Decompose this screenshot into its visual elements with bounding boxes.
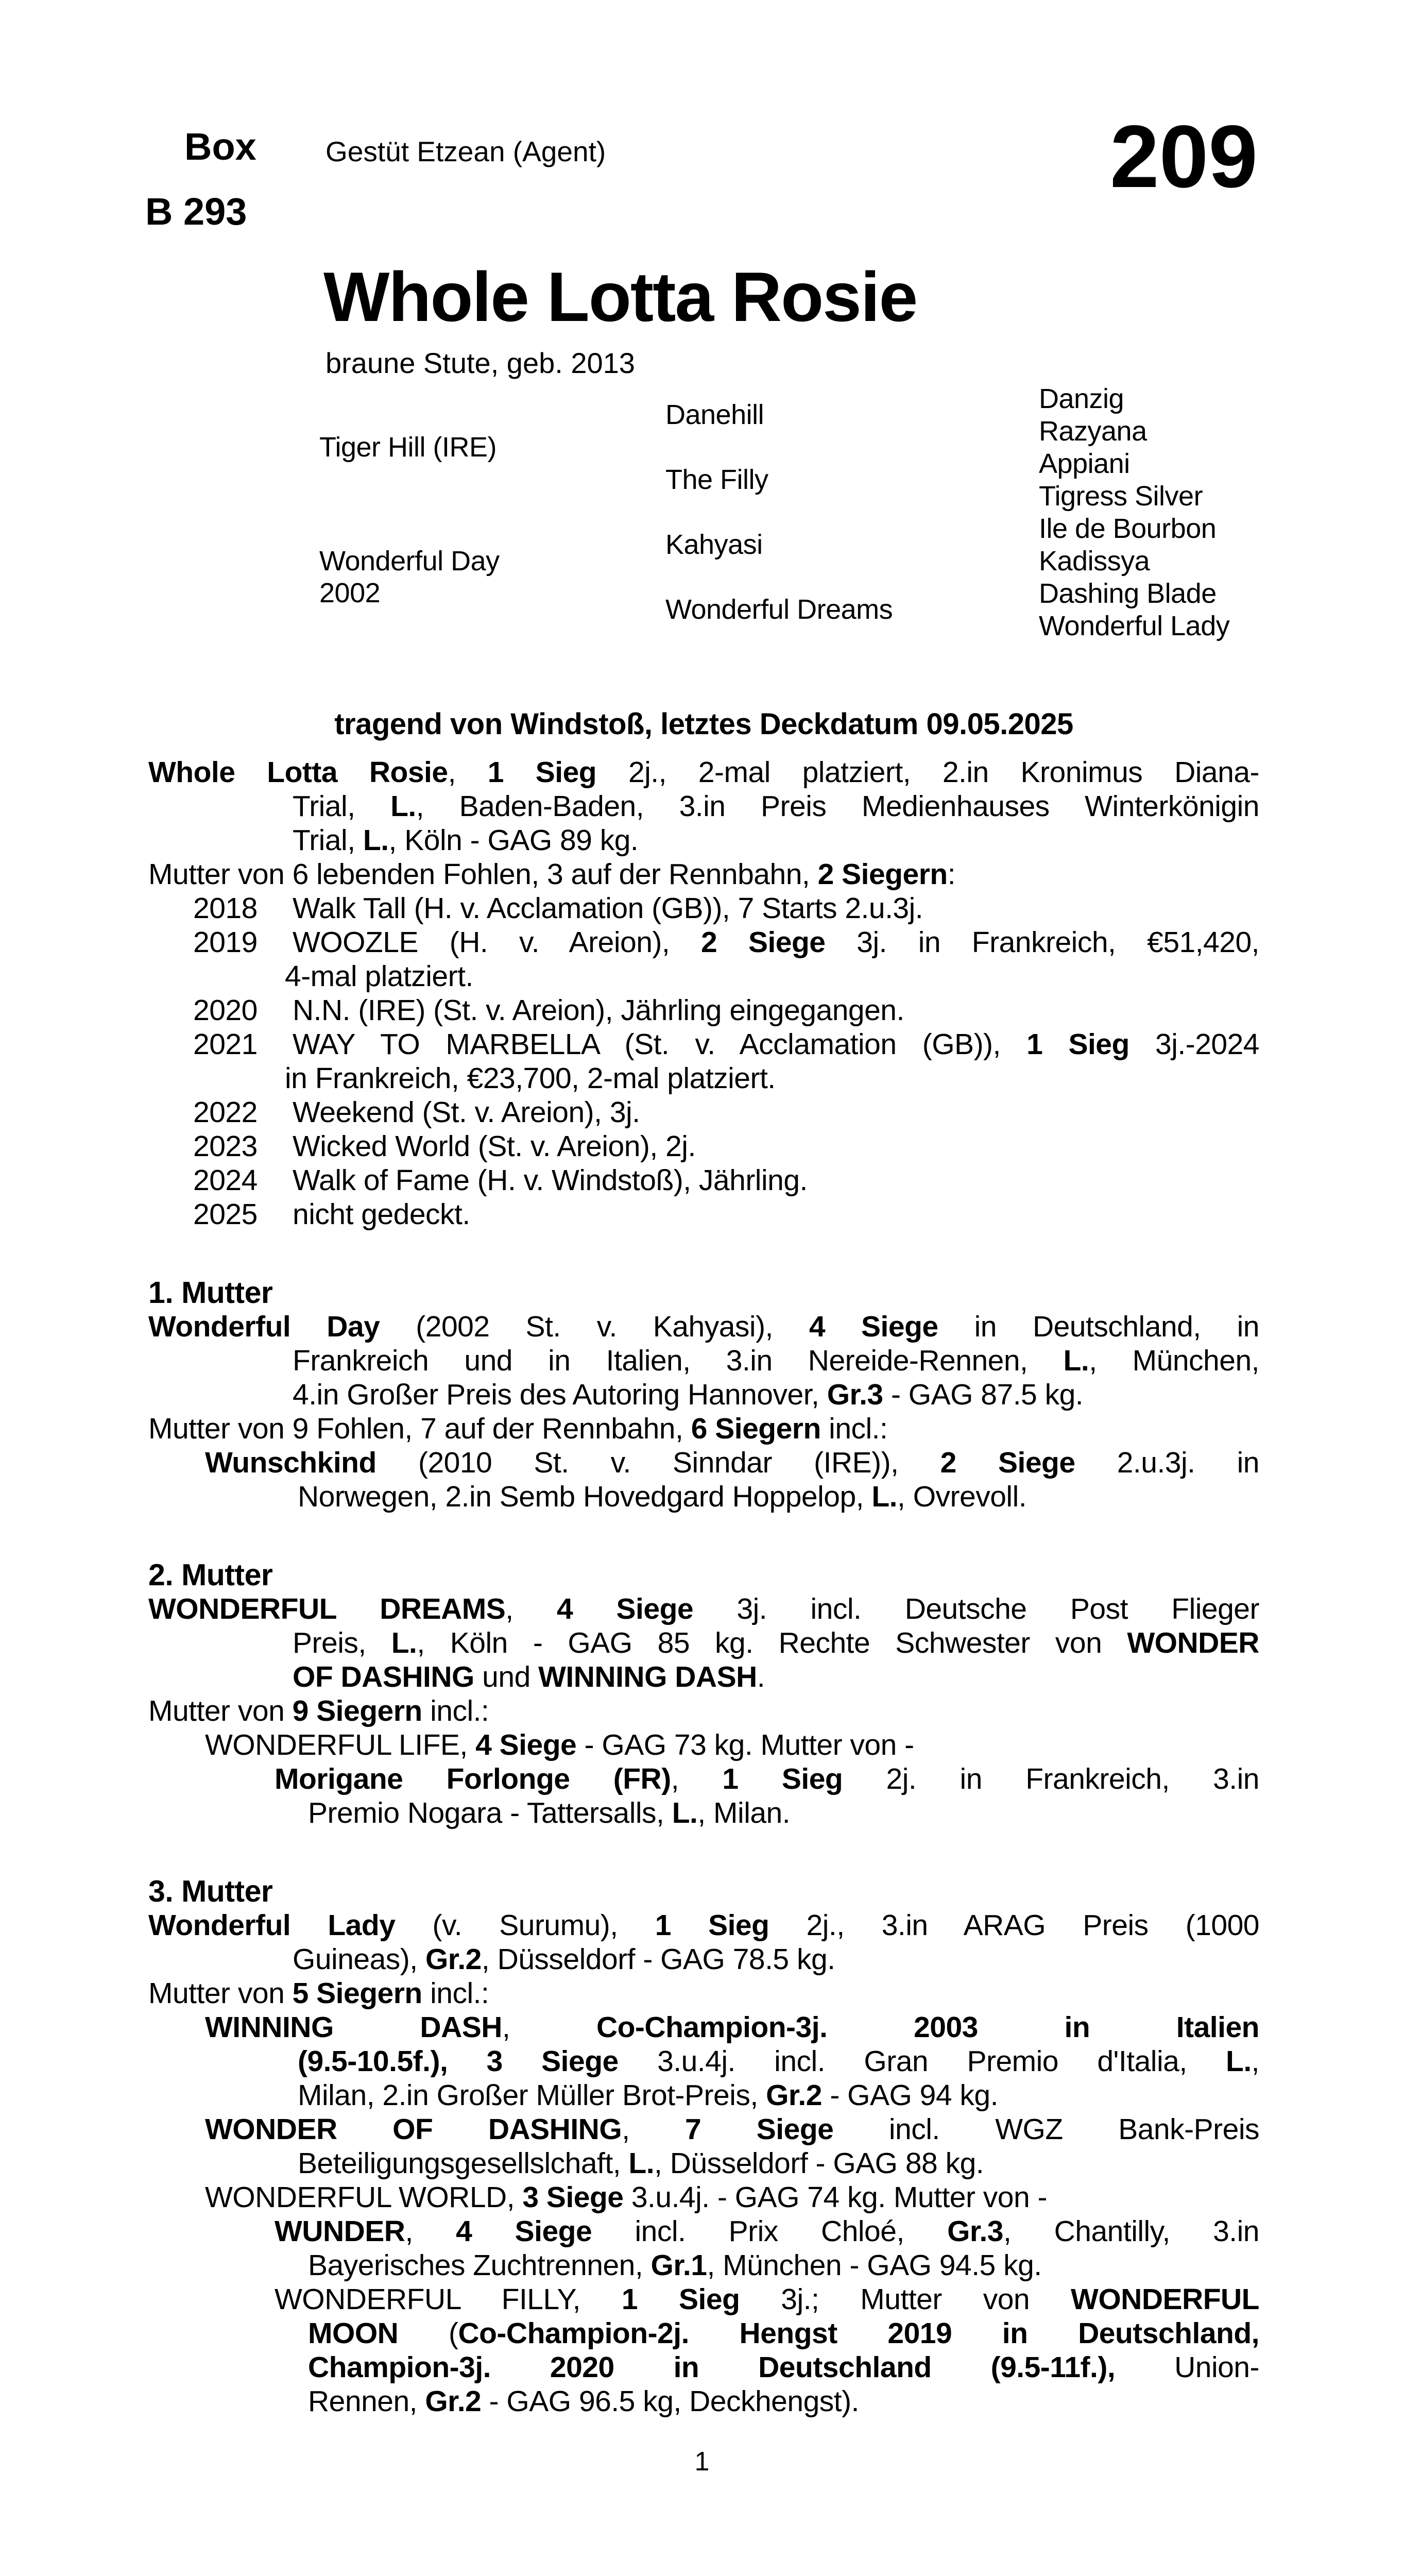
pedigree-name: Danzig [1039, 383, 1124, 414]
body-line [193, 1197, 1259, 1231]
text-run: , München - GAG 94.5 kg. [707, 2249, 1042, 2282]
emphasis-text: L. [628, 2147, 655, 2180]
body-line [293, 1942, 1259, 1976]
body-line [205, 2010, 1259, 2044]
body-line [193, 993, 1259, 1027]
emphasis-text: 4 Siege [809, 1310, 938, 1343]
text-run: , [448, 756, 488, 789]
emphasis-text: Wonderful Day [148, 1310, 380, 1343]
emphasis-text: WUNDER [275, 2215, 405, 2248]
text-run: ( [398, 2317, 458, 2350]
emphasis-text: 1 Sieg [487, 756, 597, 789]
body-line [148, 1908, 1259, 1942]
emphasis-text: Co-Champion-3j. 2003 in Italien [596, 2011, 1259, 2044]
body-line [275, 2214, 1259, 2248]
pedigree-name: Appiani [1039, 448, 1130, 479]
body-line [148, 1310, 1259, 1344]
text-run: incl. WGZ Bank-Preis [833, 2113, 1259, 2146]
pedigree-gen3-cell [1039, 447, 1130, 480]
emphasis-text: WONDER [1127, 1626, 1259, 1659]
pedigree-name: Dashing Blade [1039, 578, 1217, 609]
text-run: incl.: [422, 1694, 489, 1727]
emphasis-text: 7 Siege [685, 2113, 834, 2146]
text-run: , [505, 1592, 557, 1625]
emphasis-text: L. [1063, 1344, 1089, 1377]
body-line [293, 1344, 1259, 1378]
pedigree-gen3-cell [1039, 512, 1216, 545]
text-run: , [1251, 2045, 1259, 2078]
emphasis-text: L. [363, 824, 389, 857]
pedigree-gen3-cell [1039, 480, 1203, 512]
emphasis-text: WINNING DASH [538, 1660, 757, 1693]
pedigree-gen2-cell [665, 512, 763, 577]
text-run: WONDERFUL LIFE, [205, 1728, 476, 1761]
text-run: incl.: [820, 1412, 888, 1445]
text-run: , Düsseldorf - GAG 78.5 kg. [481, 1943, 835, 1976]
pedigree-name: Tigress Silver [1039, 480, 1203, 512]
body-line [285, 959, 1259, 993]
pedigree-gen3-cell [1039, 609, 1229, 642]
text-run: Norwegen, 2.in Semb Hovedgard Hoppelop, [298, 1480, 872, 1513]
emphasis-text: 4 Siege [456, 2215, 592, 2248]
emphasis-text: Champion-3j. 2020 in Deutschland (9.5-11f.), [308, 2351, 1116, 2384]
emphasis-text: 1 Sieg [655, 1909, 769, 1942]
lot-number: 209 [1110, 107, 1258, 206]
pedigree-body-text [148, 755, 1259, 2418]
body-line [293, 789, 1259, 823]
section-heading: 1. Mutter [148, 1276, 273, 1310]
emphasis-text: WONDER OF DASHING [205, 2113, 622, 2146]
pedigree-name: Danehill [665, 399, 764, 430]
text-run: , Baden-Baden, 3.in Preis Medienhauses Winterkönigin [416, 790, 1259, 823]
emphasis-text: 5 Siegern [292, 1977, 422, 2010]
body-line [298, 2044, 1259, 2078]
text-run: 3j.; Mutter von [740, 2283, 1071, 2316]
text-run: 3.u.4j. incl. Gran Premio d'Italia, [618, 2045, 1226, 2078]
foal-year: 2019 [193, 926, 258, 959]
body-line [293, 1378, 1259, 1412]
body-line [148, 1592, 1259, 1626]
text-run: Trial, [293, 790, 391, 823]
body-line [193, 925, 1259, 959]
text-run: WONDERFUL FILLY, [275, 2283, 622, 2316]
emphasis-text: 3 Siege [522, 2181, 624, 2214]
foal-year: 2020 [193, 994, 258, 1027]
text-run: incl.: [422, 1977, 489, 2010]
emphasis-text: L. [871, 1480, 898, 1513]
pedigree-gen3-cell [1039, 415, 1147, 447]
text-run: . [757, 1660, 765, 1693]
foal-year: 2018 [193, 892, 258, 925]
body-line [148, 1976, 1259, 2010]
body-line [205, 1728, 1259, 1762]
body-line [285, 1061, 1259, 1095]
body-line [308, 1796, 1259, 1830]
text-run: Bayerisches Zuchtrennen, [308, 2249, 651, 2282]
emphasis-text: WONDERFUL DREAMS [148, 1592, 506, 1625]
emphasis-text: 1 Sieg [621, 2283, 740, 2316]
body-line [193, 1027, 1259, 1061]
emphasis-text: L. [672, 1797, 698, 1829]
text-run: - GAG 87.5 kg. [883, 1378, 1084, 1411]
text-run: 3.u.4j. - GAG 74 kg. Mutter von - [623, 2181, 1048, 2214]
text-run: Rennen, [308, 2385, 425, 2418]
foal-year: 2025 [193, 1198, 258, 1231]
body-line [298, 2078, 1259, 2112]
page-title: Whole Lotta Rosie [323, 258, 917, 336]
pedigree-gen1-cell [319, 382, 496, 512]
emphasis-text: L. [1226, 2045, 1252, 2078]
text-run: , Chantilly, 3.in [1003, 2215, 1259, 2248]
emphasis-text: OF DASHING [293, 1660, 474, 1693]
text-run: 4-mal platziert. [285, 960, 473, 993]
text-run: , [405, 2215, 456, 2248]
emphasis-text: Whole Lotta Rosie [148, 756, 448, 789]
body-line [148, 857, 1259, 891]
text-run: in Frankreich, €23,700, 2-mal platziert. [285, 1062, 776, 1095]
text-run: , [502, 2011, 596, 2044]
emphasis-text: L. [391, 1626, 417, 1659]
body-line [193, 1163, 1259, 1197]
body-line [205, 1446, 1259, 1480]
text-run: incl. Prix Chloé, [592, 2215, 948, 2248]
text-run: , Köln - GAG 89 kg. [388, 824, 639, 857]
text-run: 2.u.3j. in [1075, 1446, 1259, 1479]
text-run: , Milan. [697, 1797, 791, 1829]
body-line [148, 1412, 1259, 1446]
horse-description: braune Stute, geb. 2013 [326, 347, 635, 379]
page-number: 1 [694, 2447, 710, 2477]
text-run: Frankreich und in Italien, 3.in Nereide-Rennen, [293, 1344, 1064, 1377]
section-heading: 2. Mutter [148, 1558, 273, 1592]
emphasis-text: Gr.2 [766, 2079, 822, 2112]
body-line [298, 1480, 1259, 1514]
body-line [293, 1660, 1259, 1694]
text-run: Guineas), [293, 1943, 425, 1976]
body-line [148, 1694, 1259, 1728]
pedigree-gen2-cell [665, 382, 764, 447]
section-heading: 3. Mutter [148, 1874, 273, 1908]
text-run: nicht gedeckt. [293, 1198, 470, 1231]
emphasis-text: Co-Champion-2j. Hengst 2019 in Deutschland, [458, 2317, 1259, 2350]
foal-year: 2023 [193, 1130, 258, 1163]
foal-year: 2021 [193, 1028, 258, 1061]
text-run: : [947, 858, 956, 891]
text-run: Mutter von 9 Fohlen, 7 auf der Rennbahn, [148, 1412, 691, 1445]
emphasis-text: 4 Siege [475, 1728, 577, 1761]
text-run: Milan, 2.in Großer Müller Brot-Preis, [298, 2079, 766, 2112]
text-run: Union- [1115, 2351, 1259, 2384]
text-run: 4.in Großer Preis des Autoring Hannover, [293, 1378, 827, 1411]
body-line [308, 2350, 1259, 2384]
pedigree-gen3-cell [1039, 545, 1150, 577]
emphasis-text: Wonderful Lady [148, 1909, 396, 1942]
pedigree-name: Wonderful Day [319, 546, 500, 577]
pedigree-name: Kadissya [1039, 545, 1150, 577]
body-line [193, 891, 1259, 925]
emphasis-text: 4 Siege [556, 1592, 694, 1625]
text-run: Mutter von [148, 1694, 293, 1727]
text-run: , Köln - GAG 85 kg. Rechte Schwester von [417, 1626, 1127, 1659]
emphasis-text: WONDERFUL [1071, 2283, 1259, 2316]
text-run: in Deutschland, in [938, 1310, 1259, 1343]
body-line [205, 2112, 1259, 2146]
emphasis-text: Gr.3 [827, 1378, 883, 1411]
text-run: WAY TO MARBELLA (St. v. Acclamation (GB)), [293, 1028, 1027, 1061]
body-line [308, 2384, 1259, 2418]
body-line [298, 2146, 1259, 2180]
emphasis-text: 2 Siege [940, 1446, 1075, 1479]
body-line [308, 2248, 1259, 2282]
emphasis-text: WINNING DASH [205, 2011, 502, 2044]
box-label: Box [184, 125, 256, 168]
text-run: - GAG 96.5 kg, Deckhengst). [481, 2385, 859, 2418]
text-run: WOOZLE (H. v. Areion), [293, 926, 701, 959]
pedigree-name: Kahyasi [665, 529, 763, 560]
emphasis-text: 6 Siegern [691, 1412, 821, 1445]
body-line [193, 1129, 1259, 1163]
emphasis-text: MOON [308, 2317, 399, 2350]
emphasis-text: 1 Sieg [722, 1762, 843, 1795]
text-run: Trial, [293, 824, 363, 857]
pedigree-name: Ile de Bourbon [1039, 513, 1217, 544]
emphasis-text: 9 Siegern [292, 1694, 422, 1727]
text-run: Beteiligungsgesellslchaft, [298, 2147, 629, 2180]
emphasis-text: (9.5-10.5f.), 3 Siege [298, 2045, 619, 2078]
text-run: Preis, [293, 1626, 391, 1659]
pedigree-name: Razyana [1039, 415, 1147, 447]
emphasis-text: 1 Sieg [1026, 1028, 1129, 1061]
pedigree-name: The Filly [665, 464, 768, 495]
emphasis-text: Gr.2 [425, 2385, 482, 2418]
emphasis-text: Gr.1 [650, 2249, 707, 2282]
text-run: - GAG 73 kg. Mutter von - [576, 1728, 914, 1761]
emphasis-text: 2 Siegern [817, 858, 948, 891]
text-run: Walk of Fame (H. v. Windstoß), Jährling. [293, 1164, 808, 1197]
text-run: Mutter von 6 lebenden Fohlen, 3 auf der Rennbahn, [148, 858, 818, 891]
text-run: 3j. in Frankreich, €51,420, [825, 926, 1259, 959]
text-run: , [622, 2113, 686, 2146]
body-line [308, 2316, 1259, 2350]
text-run: 3j.-2024 [1129, 1028, 1259, 1061]
text-run: Wicked World (St. v. Areion), 2j. [293, 1130, 696, 1163]
text-run: 2j. in Frankreich, 3.in [843, 1762, 1259, 1795]
pedigree-name: 2002 [319, 578, 381, 608]
text-run: 2j., 2-mal platziert, 2.in Kronimus Diana- [596, 756, 1259, 789]
body-line [275, 1762, 1259, 1796]
emphasis-text: Wunschkind [205, 1446, 376, 1479]
pedigree-gen3-cell [1039, 577, 1217, 609]
body-line [293, 823, 1259, 857]
pedigree-name: Wonderful Dreams [665, 594, 893, 625]
text-run: Walk Tall (H. v. Acclamation (GB)), 7 Starts 2.u.3j. [293, 892, 923, 925]
foal-year: 2024 [193, 1164, 258, 1197]
emphasis-text: Gr.2 [425, 1943, 482, 1976]
pedigree-table [0, 0, 1404, 670]
text-run: (2010 St. v. Sinndar (IRE)), [376, 1446, 940, 1479]
body-line [148, 755, 1259, 789]
text-run: 2j., 3.in ARAG Preis (1000 [769, 1909, 1260, 1942]
text-run: Premio Nogara - Tattersalls, [308, 1797, 672, 1829]
emphasis-text: Morigane Forlonge (FR) [275, 1762, 671, 1795]
consignor-name: Gestüt Etzean (Agent) [326, 135, 606, 167]
covering-status-line: tragend von Windstoß, letztes Deckdatum 09.05.2025 [334, 707, 1073, 741]
text-run: , Ovrevoll. [897, 1480, 1027, 1513]
text-run: Mutter von [148, 1977, 293, 2010]
text-run: Weekend (St. v. Areion), 3j. [293, 1096, 640, 1129]
body-line [205, 2180, 1259, 2214]
box-number: B 293 [145, 190, 247, 233]
text-run: , [671, 1762, 723, 1795]
pedigree-name: Wonderful Lady [1039, 610, 1230, 641]
emphasis-text: Gr.3 [947, 2215, 1003, 2248]
text-run: N.N. (IRE) (St. v. Areion), Jährling eingegangen. [293, 994, 904, 1027]
text-run: WONDERFUL WORLD, [205, 2181, 523, 2214]
text-run: 3j. incl. Deutsche Post Flieger [693, 1592, 1259, 1625]
pedigree-gen3-cell [1039, 382, 1124, 415]
pedigree-name: Tiger Hill (IRE) [319, 432, 497, 463]
text-run: , Düsseldorf - GAG 88 kg. [654, 2147, 984, 2180]
text-run: (2002 St. v. Kahyasi), [380, 1310, 809, 1343]
body-line [293, 1626, 1259, 1660]
body-line [275, 2282, 1259, 2316]
text-run: und [474, 1660, 539, 1693]
body-line [193, 1095, 1259, 1129]
foal-year: 2022 [193, 1096, 258, 1129]
pedigree-gen2-cell [665, 577, 893, 642]
emphasis-text: 2 Siege [701, 926, 826, 959]
pedigree-gen2-cell [665, 447, 768, 512]
text-run: , München, [1089, 1344, 1259, 1377]
pedigree-gen1-cell [319, 512, 500, 642]
emphasis-text: L. [390, 790, 416, 823]
text-run: (v. Surumu), [395, 1909, 655, 1942]
text-run: - GAG 94 kg. [821, 2079, 998, 2112]
